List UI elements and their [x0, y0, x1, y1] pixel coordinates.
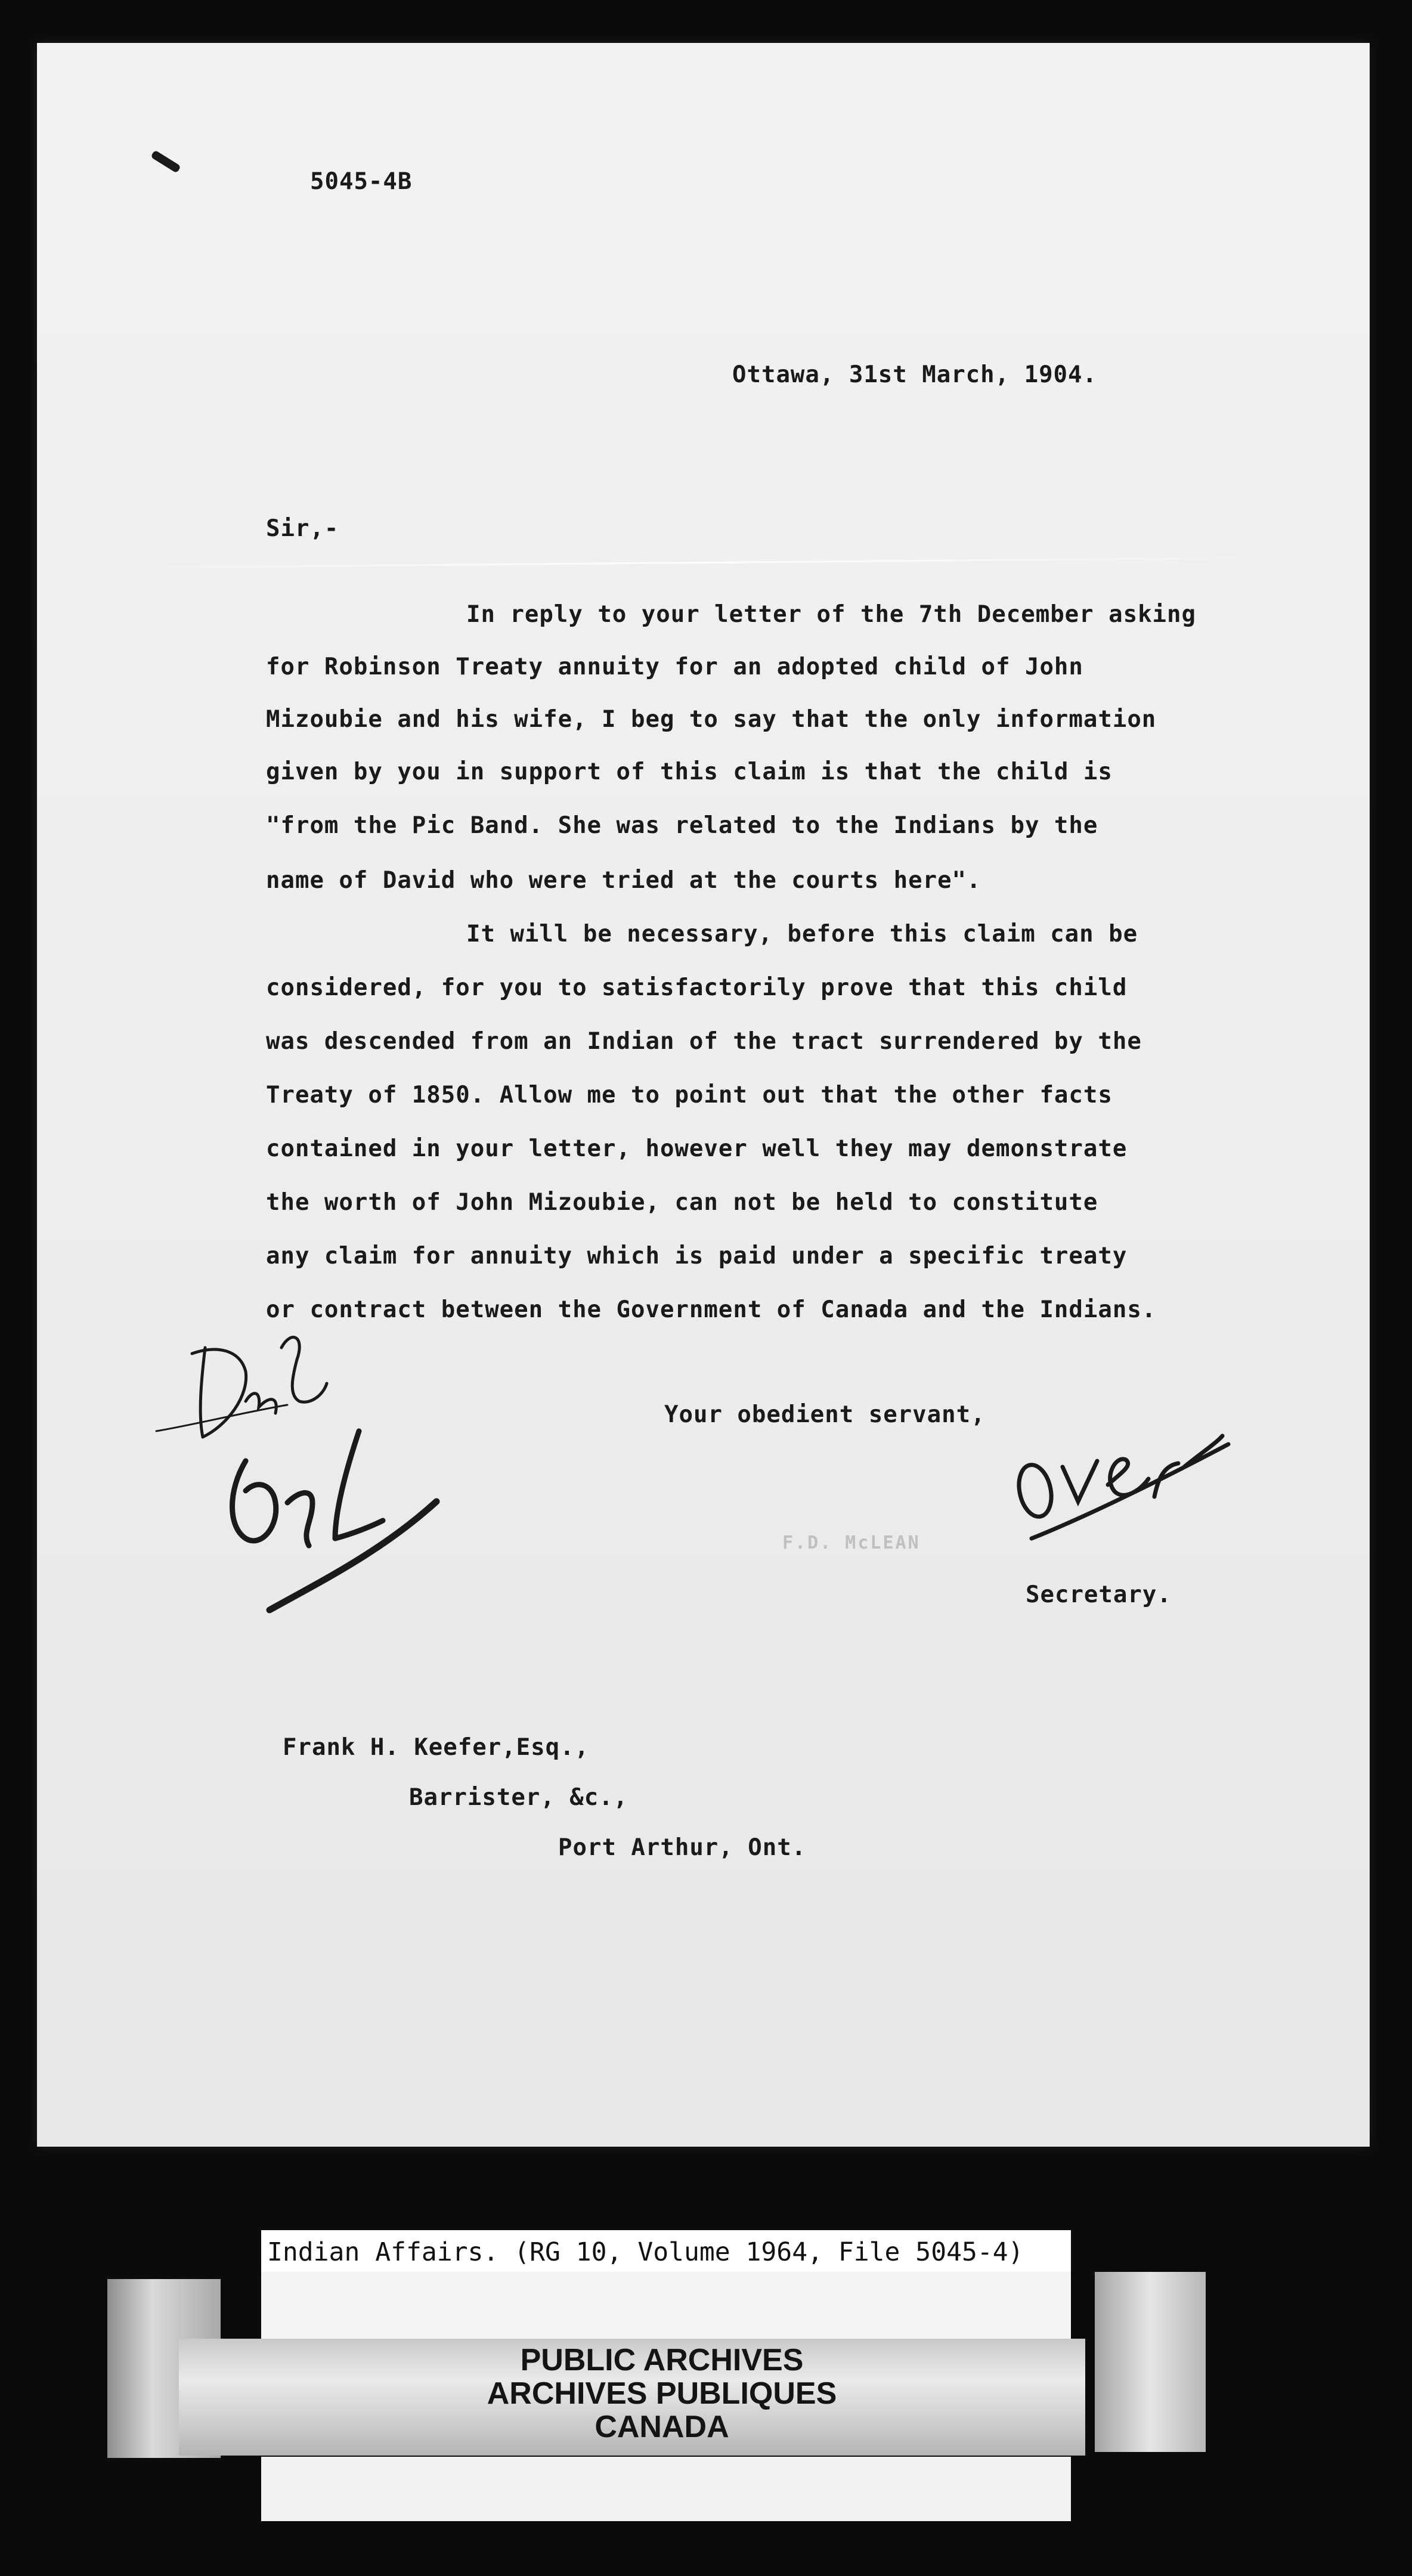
public-archives-stamp: [417, 2343, 906, 2444]
address-line: Frank H. Keefer,Esq.,: [283, 1734, 590, 1761]
body-line: name of David who were tried at the courts here".: [266, 867, 981, 894]
body-line: In reply to your letter of the 7th December asking: [466, 601, 1196, 628]
handwritten-over-note: [1008, 1401, 1234, 1544]
label-card-upper: [261, 2272, 1071, 2341]
body-line: was descended from an Indian of the tract surrendered by the: [266, 1028, 1142, 1055]
salutation: Sir,-: [266, 515, 339, 542]
body-line: for Robinson Treaty annuity for an adopted child of John: [266, 654, 1083, 680]
body-line: contained in your letter, however well they may demonstrate: [266, 1135, 1128, 1162]
closing: Your obedient servant,: [664, 1401, 986, 1428]
body-line: Treaty of 1850. Allow me to point out that the other facts: [266, 1082, 1113, 1109]
body-line: any claim for annuity which is paid under a specific treaty: [266, 1243, 1128, 1270]
archive-caption: Indian Affairs. (RG 10, Volume 1964, File 5045-4): [267, 2237, 1024, 2267]
body-line: or contract between the Government of Canada and the Indians.: [266, 1296, 1157, 1323]
address-line: Port Arthur, Ont.: [558, 1834, 807, 1861]
file-reference: 5045-4B: [310, 168, 413, 195]
body-line: the worth of John Mizoubie, can not be held to constitute: [266, 1189, 1098, 1216]
body-line: It will be necessary, before this claim can be: [466, 921, 1138, 948]
body-line: "from the Pic Band. She was related to the Indians by the: [266, 812, 1098, 839]
label-card-lower: [261, 2457, 1071, 2521]
handwritten-initials: [156, 1312, 442, 1622]
address-line: Barrister, &c.,: [409, 1784, 628, 1811]
stamp-line: CANADA: [594, 2410, 729, 2444]
paper-crease: [37, 556, 1370, 569]
body-line: Mizoubie and his wife, I beg to say that the only information: [266, 706, 1157, 733]
signature-stamp: F.D. McLEAN: [782, 1532, 921, 1553]
body-line: given by you in support of this claim is that the child is: [266, 758, 1113, 785]
stamp-line: ARCHIVES PUBLIQUES: [487, 2376, 837, 2411]
signoff-title: Secretary.: [1026, 1581, 1172, 1608]
stamp-line: PUBLIC ARCHIVES: [520, 2343, 804, 2377]
place-date: Ottawa, 31st March, 1904.: [732, 361, 1097, 388]
body-line: considered, for you to satisfactorily prove that this child: [266, 974, 1128, 1001]
tape-strip-right: [1095, 2272, 1206, 2452]
